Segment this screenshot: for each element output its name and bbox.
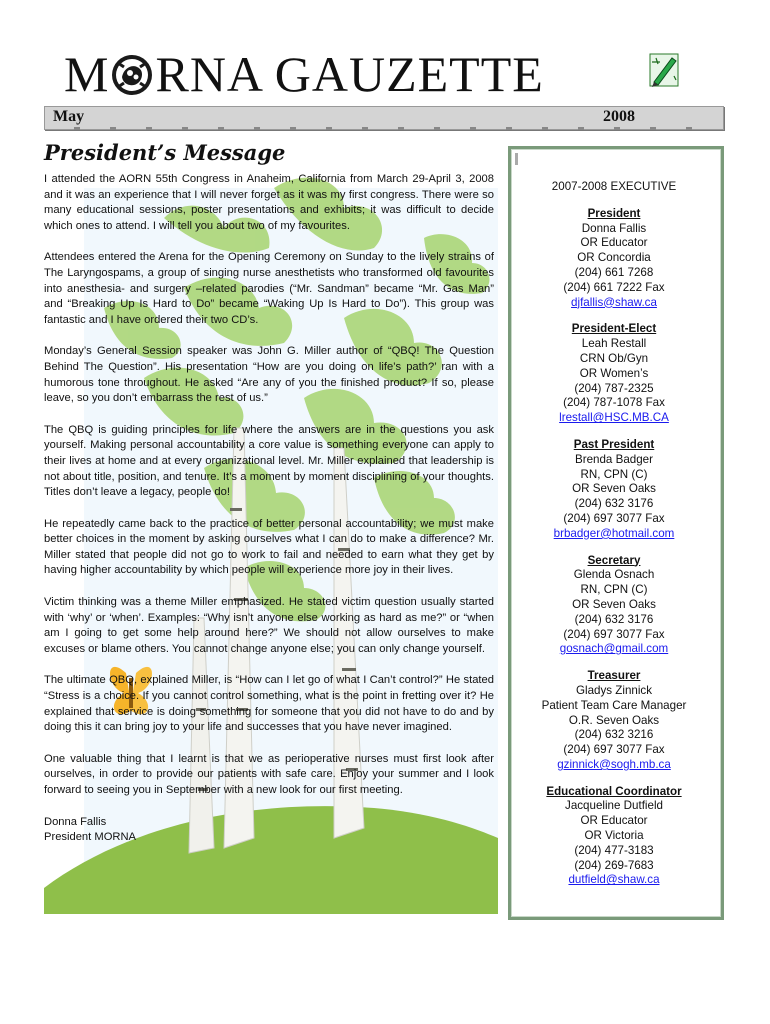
title-suffix: RNA GAUZETTE xyxy=(155,46,544,102)
member-name: Donna Fallis xyxy=(581,221,647,235)
member-line: OR Concordia xyxy=(577,251,651,265)
executive-member-past-president xyxy=(514,438,714,542)
tick xyxy=(434,127,440,130)
tick xyxy=(686,127,692,130)
member-name: Jacqueline Dutfield xyxy=(565,799,663,813)
tick xyxy=(470,127,476,130)
member-name: Leah Restall xyxy=(581,337,647,351)
tick xyxy=(614,127,620,130)
tick xyxy=(146,127,152,130)
tick xyxy=(182,127,188,130)
article-paragraph: The ultimate QBQ, explained Miller, is “How can I let go of what I Can’t control?” He stated “Stress is a choice. If you cannot control something, what is the point in fretting over it? He explained that service is doing something for someone that you did not have to do and by doing this it can bring joy to your life and successes that you have never imagined. xyxy=(44,674,494,734)
member-role: Secretary xyxy=(587,553,641,567)
issue-month: May xyxy=(53,108,85,125)
tick xyxy=(218,127,224,130)
member-line: Patient Team Care Manager xyxy=(541,698,687,712)
article-paragraph: One valuable thing that I learnt is that we as perioperative nurses must first look after ourselves, in order to provide our patients with safe care. Enjoy your summer and I look forward to seeing you in September with a new look for our first meeting. xyxy=(44,752,494,796)
tick xyxy=(254,127,260,130)
member-fax: (204) 661 7222 Fax xyxy=(563,280,665,294)
signature-title: President MORNA xyxy=(44,831,137,844)
member-name: Glenda Osnach xyxy=(573,568,655,582)
member-email-link[interactable]: gzinnick@sogh.mb.ca xyxy=(557,757,671,771)
tick xyxy=(326,127,332,130)
executive-member-educational-coordinator xyxy=(514,785,714,889)
article-paragraph: Monday’s General Session speaker was John G. Miller author of “QBQ! The Question Behind The Question”. His presentation “How are you doing on life’s path?’ ran with a humorous tone throughout. He asked “Are any of you the finished product? If so, please leave, so you don’t embarrass the rest of us.” xyxy=(44,345,494,405)
tick xyxy=(650,127,656,130)
member-role: Past President xyxy=(573,437,655,451)
member-email-link[interactable]: brbadger@hotmail.com xyxy=(553,526,675,540)
member-fax: (204) 787-1078 Fax xyxy=(563,396,665,410)
executive-heading: 2007-2008 EXECUTIVE xyxy=(551,180,677,193)
executive-member-president-elect xyxy=(514,322,714,426)
member-line: OR Seven Oaks xyxy=(572,597,656,611)
article-paragraph: Attendees entered the Arena for the Opening Ceremony on Sunday to the lively strains of The Laryngospams, a group of singing nurse anesthetists who transformed old favourites into anesthesia- and surgery –related parodies (“Mr. Sandman” became “Mr. Gas Man” and “Breaking Up Is Hard to Do” became “Waking Up Is Hard to Do”). This group was fantastic and I have ordered their two CD’s. xyxy=(44,251,494,326)
member-line: OR Victoria xyxy=(584,829,644,843)
member-line: O.R. Seven Oaks xyxy=(568,713,660,727)
title-prefix: M xyxy=(64,46,110,102)
article-paragraph: I attended the AORN 55th Congress in Anaheim, California from March 29-April 3, 2008 and it was an experience that I will never forget as it was my first congress. There were so many educational sessions, poster presentations and exhibits; it was difficult to decide which ones to attend. I will tell you about two of my favourites. xyxy=(44,173,494,232)
member-phone: (204) 632 3176 xyxy=(574,497,654,511)
morna-logo-icon xyxy=(110,53,154,97)
article-paragraph: Victim thinking was a theme Miller emphasized. He stated victim question usually started with ‘why’ or ‘when’. Examples: “Why isn’t anyone else working as hard as me?” or “when am I going to get some help around here?” We should not allow ourselves to make excuses or blame others. You cannot change anyone else; you can only change yourself. xyxy=(44,596,494,655)
signature-name: Donna Fallis xyxy=(44,815,107,828)
pen-sparkle-icon xyxy=(646,50,682,90)
member-email-link[interactable]: lrestall@HSC.MB.CA xyxy=(559,411,669,425)
box-corner-mark xyxy=(515,153,518,165)
executive-list xyxy=(514,180,714,900)
presidents-message-article xyxy=(44,172,494,846)
article-paragraph: He repeatedly came back to the practice of better personal accountability; we must make better choices in the moment by asking ourselves what I can do to make a difference? Mr. Miller stated that people did not go to work to fail and needed to earn what they get by having higher accountability by which people will experience more joy in their lives. xyxy=(44,517,494,577)
member-name: Brenda Badger xyxy=(575,452,653,466)
member-line: OR Educator xyxy=(580,814,648,828)
executive-member-treasurer xyxy=(514,669,714,773)
tick xyxy=(290,127,296,130)
tick xyxy=(398,127,404,130)
member-phone: (204) 632 3216 xyxy=(574,728,654,742)
tick xyxy=(110,127,116,130)
member-phone: (204) 269-7683 xyxy=(574,858,654,872)
member-name: Gladys Zinnick xyxy=(575,683,653,697)
date-bar-ticks xyxy=(44,127,722,137)
executive-member-president xyxy=(514,207,714,311)
member-role: Educational Coordinator xyxy=(546,784,682,798)
member-fax: (204) 697 3077 Fax xyxy=(563,627,665,641)
member-line: OR Women’s xyxy=(579,366,649,380)
presidents-message-title: President’s Message xyxy=(44,140,286,165)
member-line: RN, CPN (C) xyxy=(580,583,648,597)
article-paragraph: The QBQ is guiding principles for life where the answers are in the questions you ask yourself. Making personal accountability a core value is something everyone can apply to their lives at home and at every organizational level. Mr. Miller explained that leadership is not about title, position, and tenure. It’s a moment by moment disciplining of your thoughts. Titles don’t leave a legacy, people do! xyxy=(44,423,494,499)
tick xyxy=(542,127,548,130)
member-email-link[interactable]: gosnach@gmail.com xyxy=(559,642,669,656)
member-line: CRN Ob/Gyn xyxy=(579,351,649,365)
member-role: President xyxy=(587,206,641,220)
tick xyxy=(578,127,584,130)
member-line: RN, CPN (C) xyxy=(580,467,648,481)
tick xyxy=(362,127,368,130)
member-phone: (204) 787-2325 xyxy=(574,381,654,395)
member-email-link[interactable]: djfallis@shaw.ca xyxy=(571,295,657,309)
member-line: OR Educator xyxy=(580,236,648,250)
member-phone: (204) 661 7268 xyxy=(574,265,654,279)
member-role: Treasurer xyxy=(587,669,641,683)
member-fax: (204) 697 3077 Fax xyxy=(563,743,665,757)
tick xyxy=(506,127,512,130)
executive-member-secretary xyxy=(514,554,714,658)
member-role: President-Elect xyxy=(571,322,657,336)
tick xyxy=(74,127,80,130)
member-fax: (204) 697 3077 Fax xyxy=(563,511,665,525)
masthead xyxy=(64,44,704,104)
member-phone: (204) 477-3183 xyxy=(574,843,654,857)
member-email-link[interactable]: dutfield@shaw.ca xyxy=(568,873,660,887)
issue-year: 2008 xyxy=(603,108,635,125)
newsletter-title xyxy=(64,44,544,104)
member-phone: (204) 632 3176 xyxy=(574,612,654,626)
member-line: OR Seven Oaks xyxy=(572,482,656,496)
